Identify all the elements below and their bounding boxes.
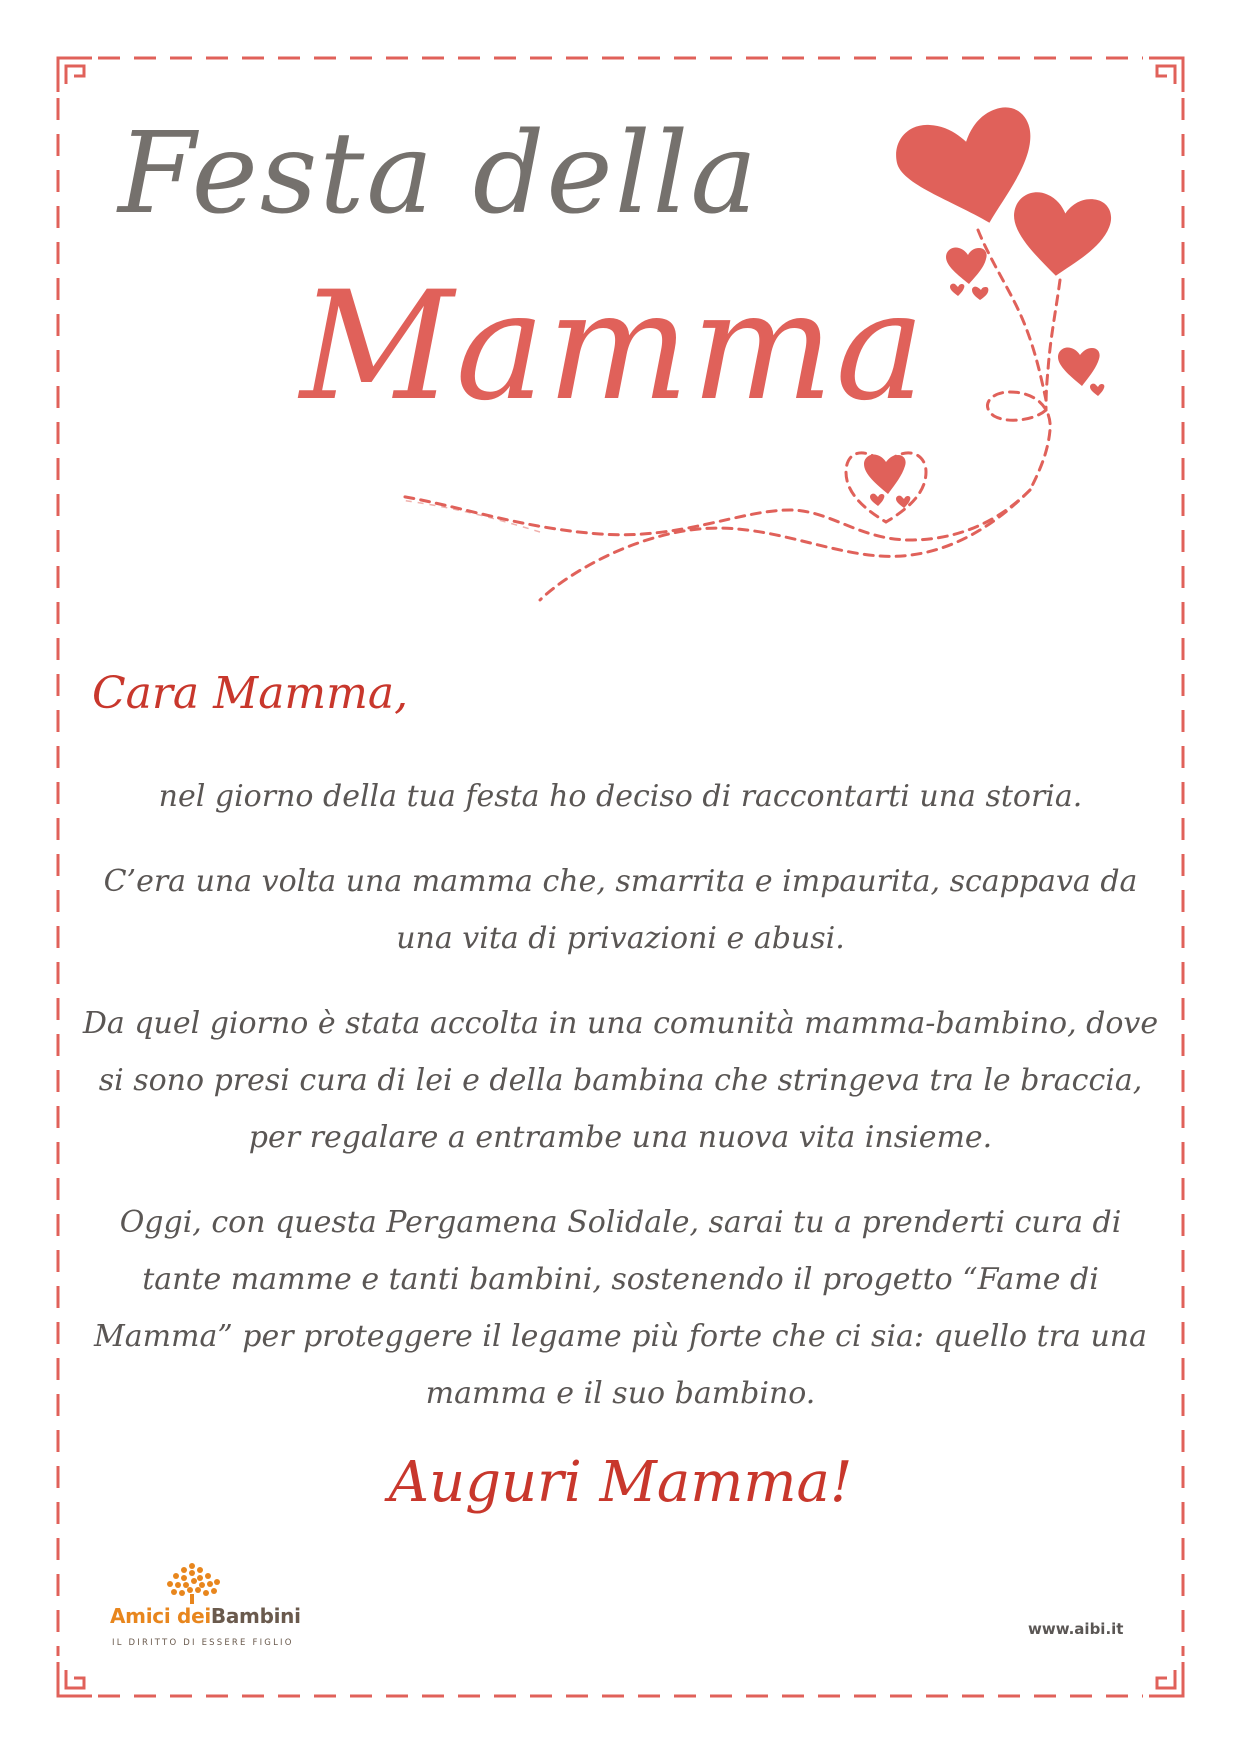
- heart-icon: [950, 284, 964, 296]
- title-festa-della: Festa della: [118, 109, 760, 239]
- letter-body: [80, 768, 1161, 1450]
- letter-closing: Auguri Mamma!: [388, 1450, 853, 1515]
- title-mamma: Mamma: [300, 260, 927, 434]
- heart-icon: [864, 454, 906, 494]
- letter-greeting: Cara Mamma,: [92, 668, 409, 719]
- tree-dots-icon: [162, 1562, 226, 1606]
- letter-paragraph: Da quel giorno è stata accolta in una comunità mamma-bambino, dove si sono presi cura di lei e della bambina che stringeva tra le braccia, per regalare a entrambe una nuova vita insieme.: [82, 1006, 1159, 1155]
- heart-icon: [946, 247, 987, 284]
- logo-tagline: IL DIRITTO DI ESSERE FIGLIO: [112, 1638, 294, 1648]
- website-link[interactable]: www.aibi.it: [1028, 1620, 1124, 1638]
- letter-paragraph: nel giorno della tua festa ho deciso di raccontarti una storia.: [158, 779, 1083, 814]
- logo-name-part2: Bambini: [210, 1604, 301, 1628]
- heart-icon: [1090, 384, 1104, 396]
- letter-paragraph: C’era una volta una mamma che, smarrita e impaurita, scappava da una vita di privazioni e abusi.: [103, 864, 1138, 956]
- heart-icon: [1058, 347, 1100, 386]
- heart-balloons-illustration: [0, 0, 1241, 680]
- amici-dei-bambini-logo: [108, 1562, 308, 1648]
- letter-paragraph: Oggi, con questa Pergamena Solidale, sarai tu a prenderti cura di tante mamme e tanti bambini, sostenendo il progetto “Fame di Mamma” per proteggere il legame più forte che ci sia: quello tra una mamma e il suo bambino.: [94, 1205, 1147, 1411]
- logo-wordmark: [110, 1604, 301, 1628]
- heart-icon: [972, 287, 988, 300]
- heart-icon: [870, 494, 884, 506]
- logo-name-part1: Amici dei: [110, 1604, 211, 1628]
- heart-icon: [1008, 190, 1113, 281]
- heart-icon: [896, 496, 910, 508]
